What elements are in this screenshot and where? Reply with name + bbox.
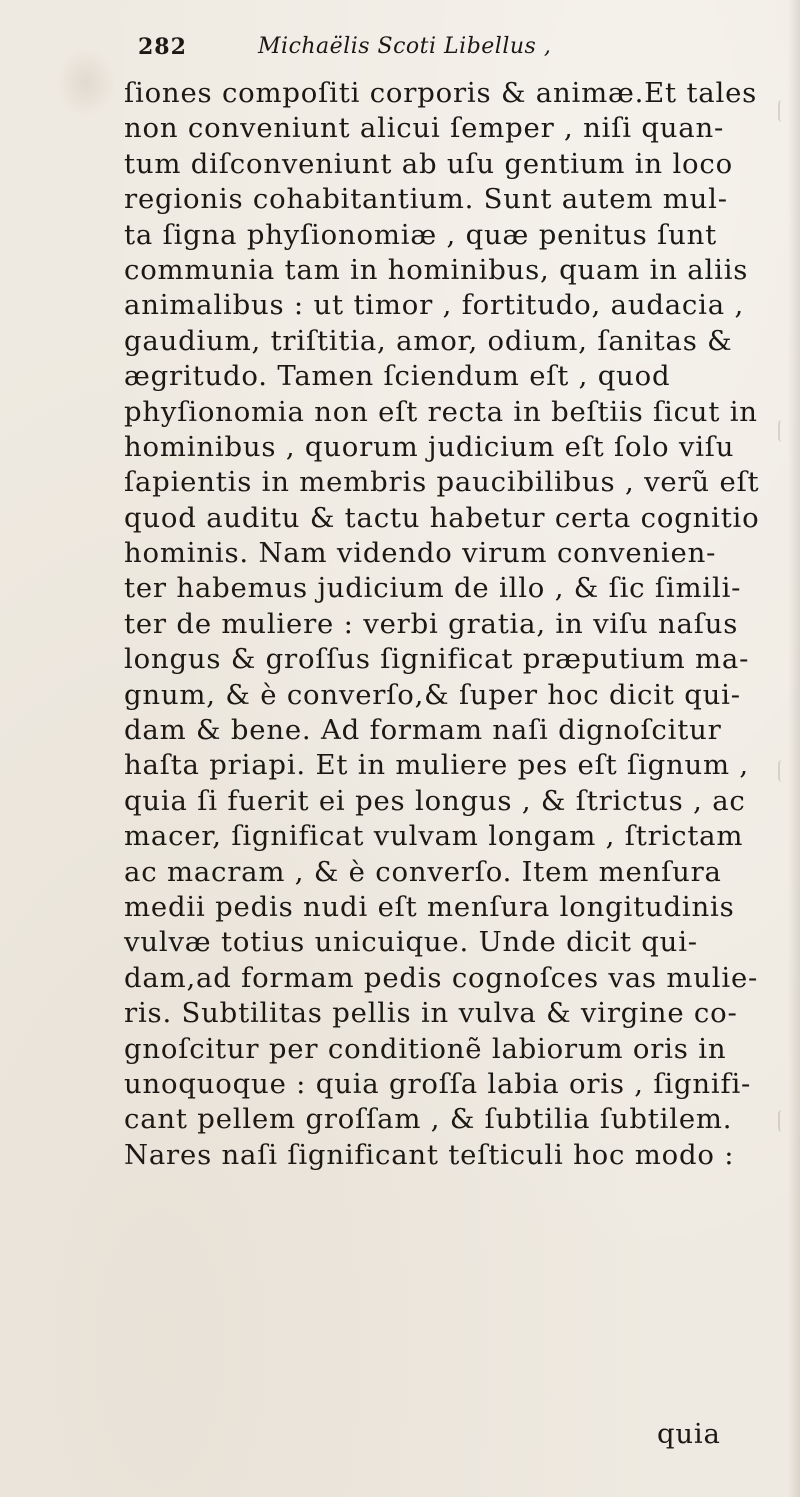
text-line: ter de muliere : verbi gratia, in viſu naſus — [124, 607, 739, 640]
text-line: animalibus : ut timor , fortitudo, audacia , — [124, 289, 745, 322]
text-line: Nares naſi ſignificant teſticuli hoc modo : — [124, 1138, 735, 1171]
page-header — [118, 34, 678, 74]
text-line: phyſionomia non eſt recta in beſtiis ſicut in — [124, 395, 758, 428]
catchword: quia — [657, 1418, 721, 1450]
text-line: ſiones compoſiti corporis & animæ.Et tales — [124, 77, 758, 109]
text-line: dam,ad formam pedis cognoſces vas mulie- — [124, 961, 759, 994]
text-line: communia tam in hominibus, quam in aliis — [124, 253, 749, 286]
text-line: ac macram , & è converſo. Item menſura — [124, 855, 722, 888]
show-through-mark — [778, 1110, 794, 1132]
text-line: cant pellem groſſam , & ſubtilia ſubtilem. — [124, 1103, 733, 1136]
text-line: macer, ſignificat vulvam longam , ſtrictam — [124, 820, 744, 853]
text-line: regionis cohabitantium. Sunt autem mul- — [124, 183, 728, 216]
text-line: dam & bene. Ad formam naſi dignoſcitur — [124, 714, 722, 747]
show-through-mark — [778, 100, 794, 122]
text-line: quia ſi fuerit ei pes longus , & ſtrictus , ac — [124, 784, 746, 817]
text-line: ris. Subtilitas pellis in vulva & virgine co- — [124, 997, 738, 1030]
text-line: tum diſconveniunt ab uſu gentium in loco — [124, 147, 733, 180]
paper-stain — [56, 48, 116, 118]
text-line: quod auditu & tactu habetur certa cognitio — [124, 501, 760, 534]
page-number: 282 — [138, 34, 187, 60]
text-line: non conveniunt alicui ſemper , niſi quan- — [124, 112, 725, 145]
body-text — [124, 76, 784, 1173]
text-line: haſta priapi. Et in muliere pes eſt ſignum , — [124, 749, 749, 782]
text-line: gnum, & è converſo,& ſuper hoc dicit qui- — [124, 678, 741, 711]
text-line: gnoſcitur per conditionẽ labiorum oris in — [124, 1032, 727, 1065]
text-line: ægritudo. Tamen ſciendum eſt , quod — [124, 360, 671, 393]
page-edge-shadow — [788, 0, 800, 1497]
text-line: ta ſigna phyſionomiæ , quæ penitus ſunt — [124, 218, 717, 251]
show-through-mark — [778, 420, 794, 442]
text-line: gaudium, triſtitia, amor, odium, ſanitas & — [124, 324, 733, 357]
text-line: ſapientis in membris paucibilibus , verũ eſt — [124, 466, 760, 499]
text-line: ter habemus judicium de illo , & ſic ſimili- — [124, 572, 742, 605]
text-line: hominibus , quorum judicium eſt ſolo viſu — [124, 430, 735, 463]
text-line: vulvæ totius unicuique. Unde dicit qui- — [124, 926, 698, 959]
text-line: longus & groſſus ſignificat præputium ma- — [124, 643, 750, 676]
running-title: Michaëlis Scoti Libellus , — [258, 34, 552, 59]
show-through-mark — [778, 760, 794, 782]
text-line: hominis. Nam videndo virum convenien- — [124, 537, 717, 570]
text-line: medii pedis nudi eſt menſura longitudinis — [124, 890, 735, 923]
text-line: unoquoque : quia groſſa labia oris , ſignifi- — [124, 1067, 752, 1100]
